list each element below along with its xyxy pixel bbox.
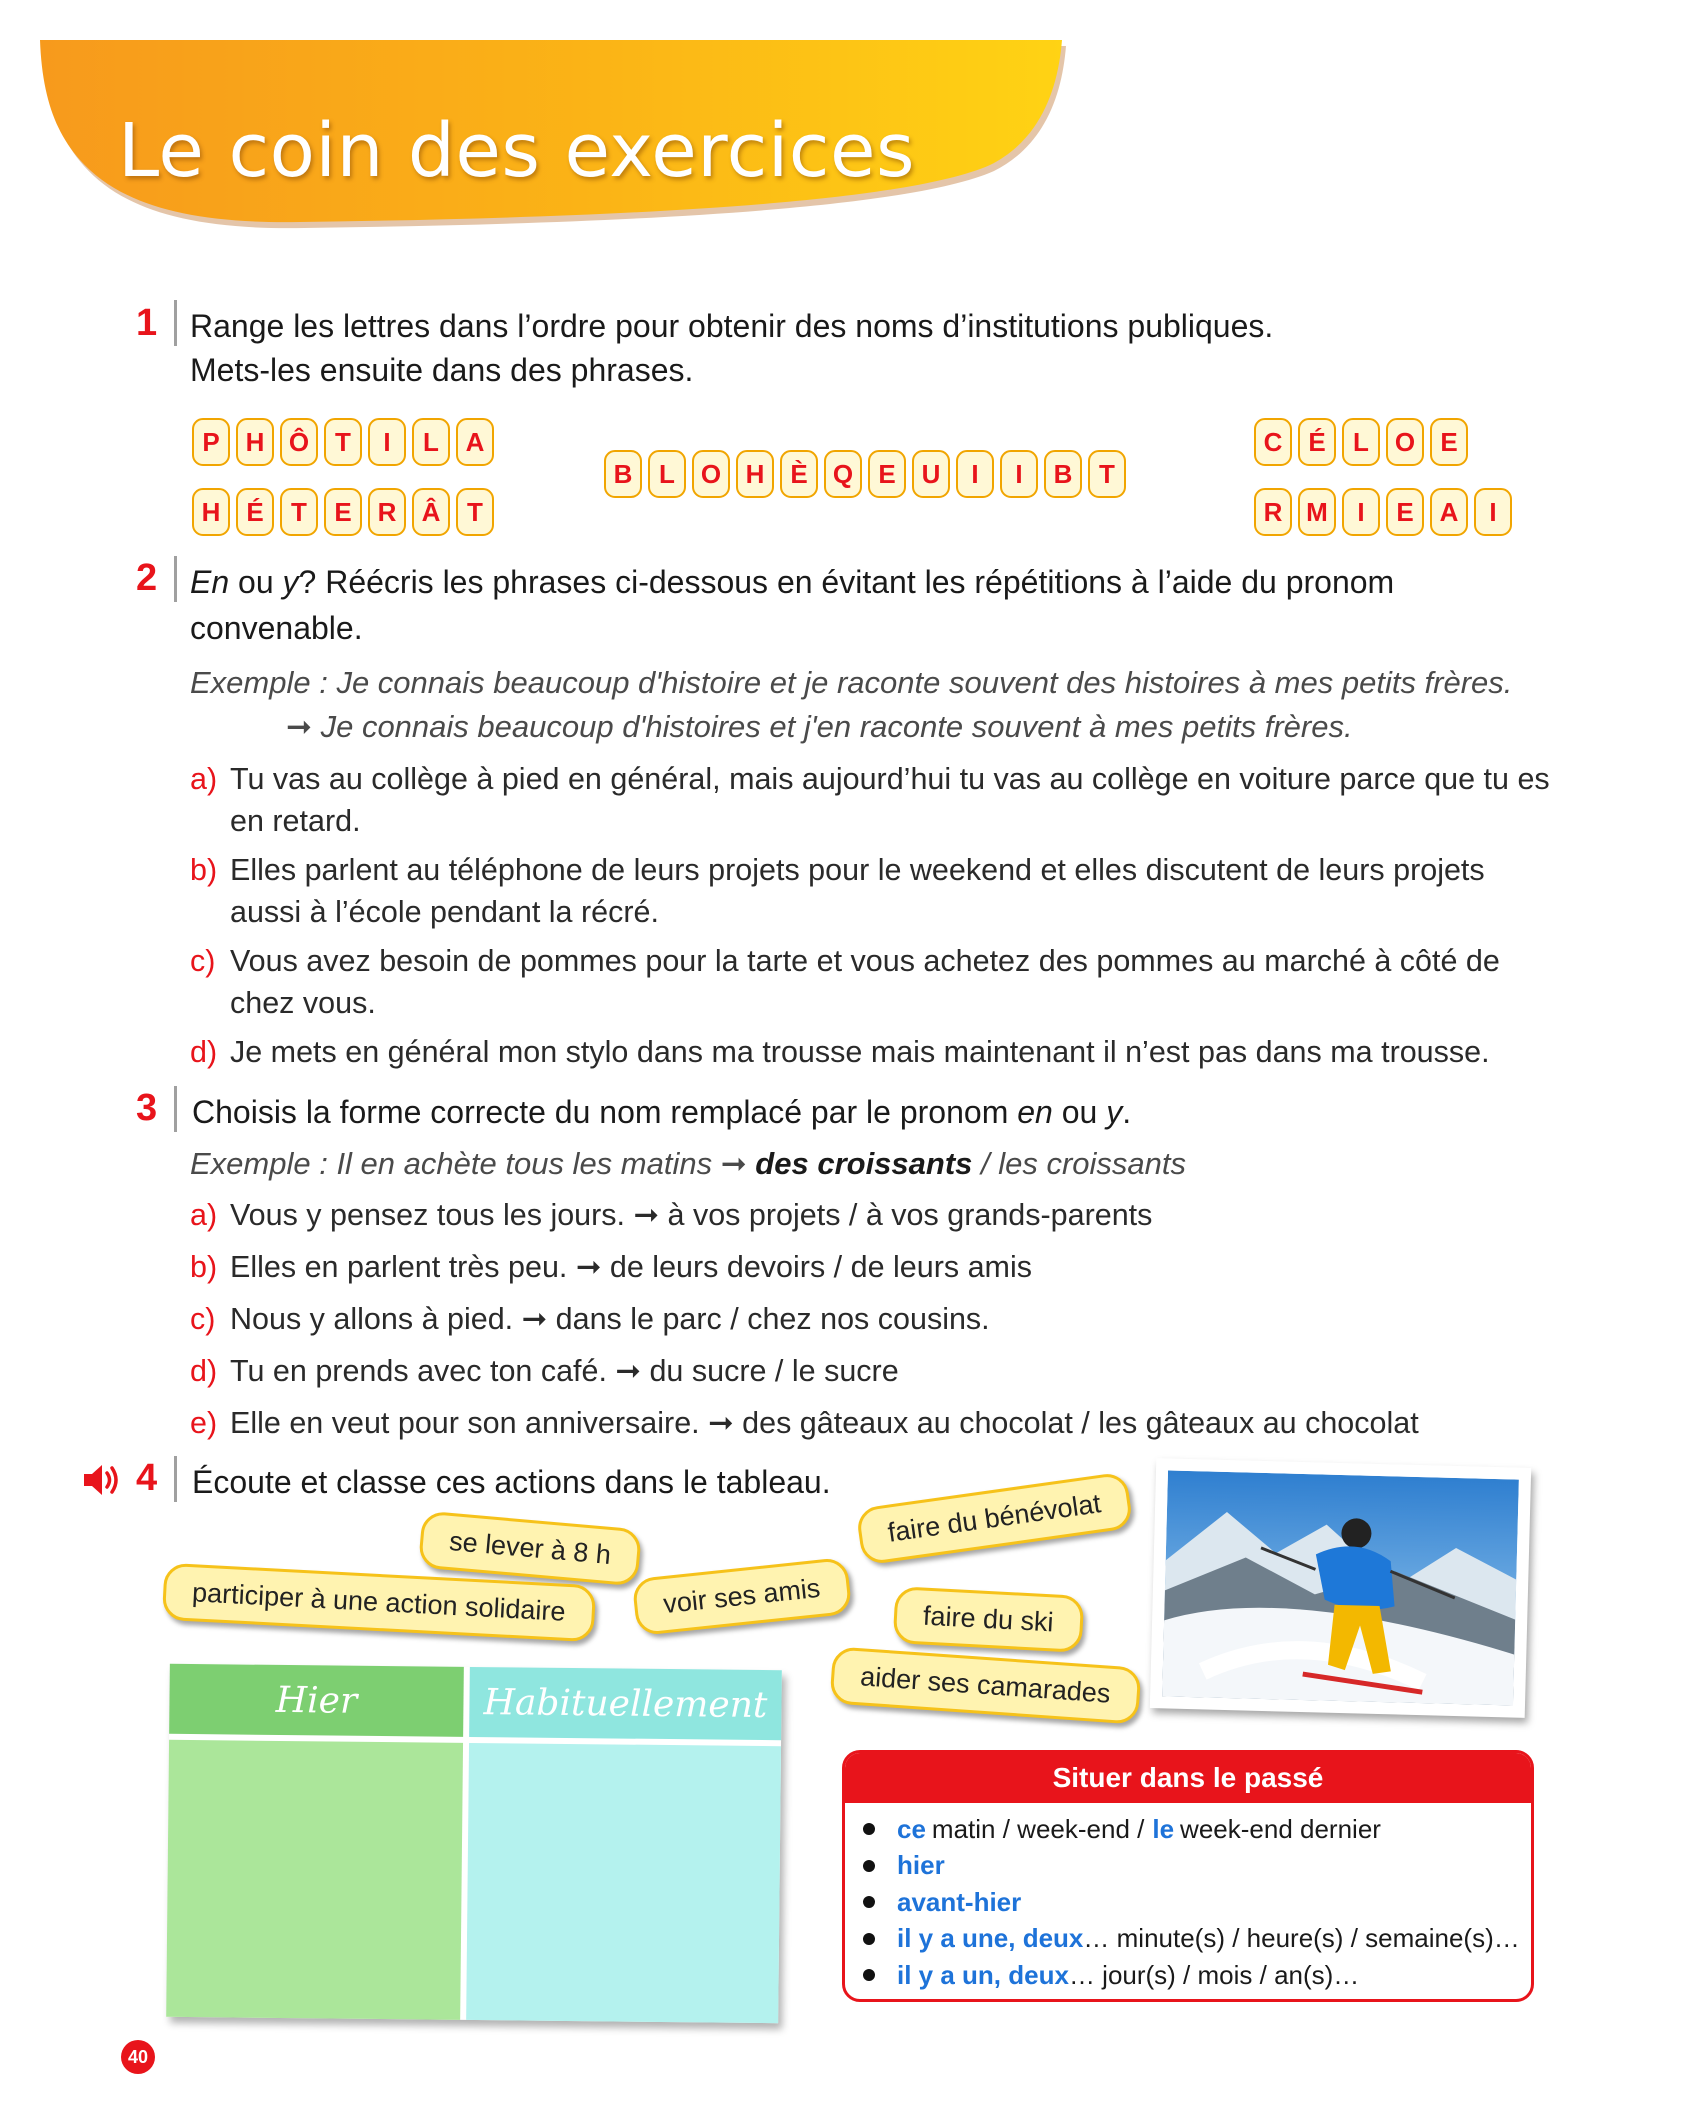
box-title: Situer dans le passé	[845, 1753, 1531, 1803]
letter-tile: Q	[824, 450, 862, 498]
letter-tile: Ô	[280, 418, 318, 466]
letter-tile: H	[192, 488, 230, 536]
exercise-2-item-c-continued: chez vous.	[230, 986, 376, 1020]
letter-tile: B	[604, 450, 642, 498]
exercise-2-number: 2	[136, 557, 158, 599]
exercise-3-item-c: c) Nous y allons à pied. ➞ dans le parc / chez nos cousins.	[190, 1302, 990, 1336]
exercise-2-item-c: c) Vous avez besoin de pommes pour la tarte et vous achetez des pommes au marché à côté de	[190, 944, 1500, 978]
list-item: ce matin / week-end / le week-end dernier	[863, 1811, 1531, 1848]
exercise-4-number: 4	[136, 1457, 158, 1499]
letter-tile: I	[1000, 450, 1038, 498]
letter-tile: È	[780, 450, 818, 498]
action-tag-benevolat[interactable]: faire du bénévolat	[855, 1471, 1133, 1565]
exercise-3-item-e: e) Elle en veut pour son anniversaire. ➞ des gâteaux au chocolat / les gâteaux au chocolat	[190, 1406, 1419, 1440]
exercise-2-item-d: d) Je mets en général mon stylo dans ma trousse mais maintenant il n’est pas dans ma trousse.	[190, 1035, 1490, 1069]
word-scramble-photila	[192, 418, 494, 466]
exercise-2-item-b-continued: aussi à l’école pendant la récré.	[230, 895, 659, 929]
exercise-2-example-answer: ➞ Je connais beaucoup d'histoires et j'en raconte souvent à mes petits frères.	[286, 709, 1353, 744]
exercise-3-item-b: b) Elles en parlent très peu. ➞ de leurs devoirs / de leurs amis	[190, 1250, 1032, 1284]
letter-tile: M	[1298, 488, 1336, 536]
exercise-3-number: 3	[136, 1087, 158, 1129]
exercise-3-instruction: Choisis la forme correcte du nom remplacé par le pronom en ou y.	[192, 1094, 1132, 1130]
letter-tile: E	[1430, 418, 1468, 466]
letter-tile: E	[324, 488, 362, 536]
letter-tile: T	[280, 488, 318, 536]
exercise-2-divider	[174, 556, 177, 602]
letter-tile: B	[1044, 450, 1082, 498]
letter-tile: T	[456, 488, 494, 536]
letter-tile: I	[956, 450, 994, 498]
table-header-habituellement: Habituellement	[469, 1667, 782, 1740]
action-tag-voir-ses-amis[interactable]: voir ses amis	[632, 1557, 852, 1636]
action-tag-se-lever[interactable]: se lever à 8 h	[418, 1511, 642, 1587]
exercise-2-example: Exemple : Je connais beaucoup d'histoire et je raconte souvent des histoires à mes petits frères.	[190, 665, 1513, 700]
exercise-2-instruction-line2: convenable.	[190, 610, 363, 646]
pronoun-en: En	[190, 564, 230, 600]
pronoun-y: y	[282, 564, 299, 600]
box-list	[845, 1803, 1531, 1994]
letter-tile: I	[1342, 488, 1380, 536]
exercise-1-instruction-line2: Mets-les ensuite dans des phrases.	[190, 352, 694, 388]
letter-tile: L	[1342, 418, 1380, 466]
letter-tile: R	[368, 488, 406, 536]
situer-dans-le-passe-box	[842, 1750, 1534, 2002]
letter-tile: A	[1430, 488, 1468, 536]
list-item: avant-hier	[863, 1884, 1531, 1921]
table-header-hier: Hier	[169, 1664, 464, 1737]
list-item: il y a un, deux … jour(s) / mois / an(s)…	[863, 1957, 1531, 1994]
letter-tile: O	[692, 450, 730, 498]
letter-tile: T	[324, 418, 362, 466]
letter-tile: T	[1088, 450, 1126, 498]
letter-tile: R	[1254, 488, 1292, 536]
table-cell-habituellement[interactable]	[466, 1743, 781, 2023]
exercise-4-divider	[174, 1456, 177, 1502]
exercise-1-number: 1	[136, 302, 158, 344]
page-number: 40	[121, 2040, 155, 2074]
classification-table	[166, 1664, 782, 2023]
exercise-2-item-a-continued: en retard.	[230, 804, 361, 838]
letter-tile: P	[192, 418, 230, 466]
exercise-1-divider	[174, 300, 177, 346]
list-item: hier	[863, 1848, 1531, 1885]
letter-tile: É	[1298, 418, 1336, 466]
word-scramble-celoe	[1254, 418, 1468, 466]
exercise-1-instruction-line1: Range les lettres dans l’ordre pour obtenir des noms d’institutions publiques.	[190, 308, 1274, 344]
exercise-2-instruction-line1: En ou y? Réécris les phrases ci-dessous en évitant les répétitions à l’aide du pronom	[190, 564, 1395, 600]
letter-tile: Â	[412, 488, 450, 536]
letter-tile: E	[868, 450, 906, 498]
action-tag-faire-du-ski[interactable]: faire du ski	[893, 1586, 1084, 1653]
letter-tile: O	[1386, 418, 1424, 466]
letter-tile: C	[1254, 418, 1292, 466]
exercise-2-item-b: b) Elles parlent au téléphone de leurs projets pour le weekend et elles discutent de leurs projets	[190, 853, 1485, 887]
letter-tile: É	[236, 488, 274, 536]
letter-tile: U	[912, 450, 950, 498]
letter-tile: L	[648, 450, 686, 498]
exercise-3-item-d: d) Tu en prends avec ton café. ➞ du sucre / le sucre	[190, 1354, 899, 1388]
exercise-2-item-a: a) Tu vas au collège à pied en général, mais aujourd’hui tu vas au collège en voiture parce que tu es	[190, 762, 1550, 796]
letter-tile: H	[236, 418, 274, 466]
word-scramble-rmieai	[1254, 488, 1512, 536]
exercise-4-instruction: Écoute et classe ces actions dans le tableau.	[192, 1464, 831, 1500]
letter-tile: L	[412, 418, 450, 466]
table-cell-hier[interactable]	[166, 1740, 463, 2020]
letter-tile: H	[736, 450, 774, 498]
exercise-3-item-a: a) Vous y pensez tous les jours. ➞ à vos projets / à vos grands-parents	[190, 1198, 1153, 1232]
letter-tile: I	[368, 418, 406, 466]
audio-speaker-icon[interactable]	[80, 1460, 122, 1500]
word-scramble-heterat	[192, 488, 494, 536]
word-scramble-blohequeiibt	[604, 450, 1126, 498]
action-tag-aider[interactable]: aider ses camarades	[829, 1646, 1141, 1724]
page-title: Le coin des exercices	[118, 108, 916, 194]
exercise-3-divider	[174, 1086, 177, 1132]
skier-photo	[1150, 1458, 1531, 1718]
letter-tile: A	[456, 418, 494, 466]
letter-tile: I	[1474, 488, 1512, 536]
list-item: il y a une, deux … minute(s) / heure(s) / semaine(s)…	[863, 1921, 1531, 1958]
action-tag-participer[interactable]: participer à une action solidaire	[162, 1563, 596, 1643]
exercise-3-example: Exemple : Il en achète tous les matins ➞ des croissants / les croissants	[190, 1146, 1187, 1181]
letter-tile: E	[1386, 488, 1424, 536]
